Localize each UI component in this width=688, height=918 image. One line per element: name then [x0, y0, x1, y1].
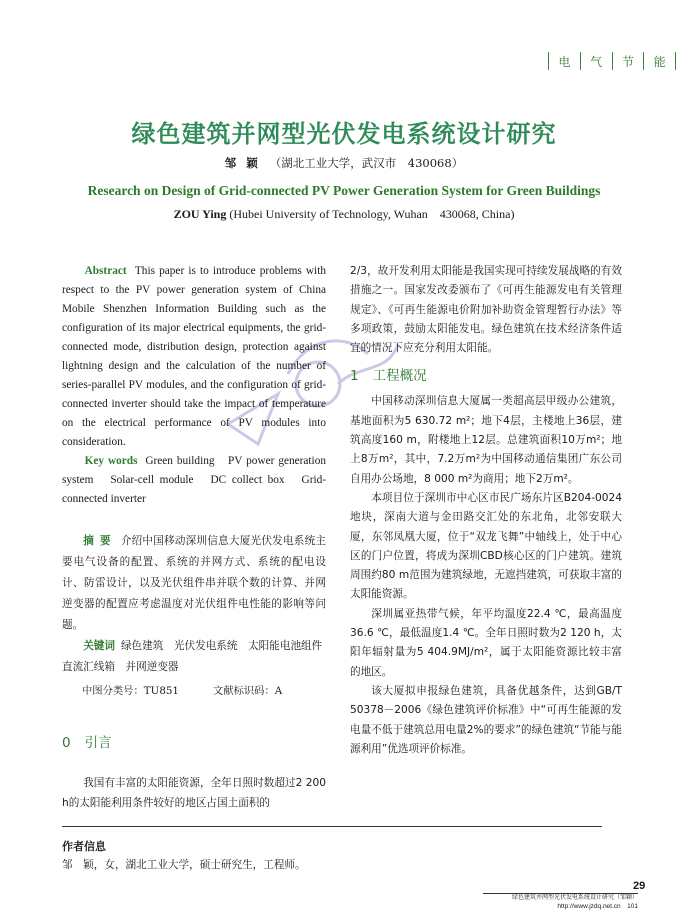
keywords-en — [62, 452, 326, 509]
keywords-cn-label: 关键词 — [83, 640, 115, 652]
author-name-en: ZOU Ying — [173, 207, 227, 221]
author-name-cn: 邹颖 — [224, 156, 268, 170]
abstract-cn-text: 介绍中国移动深圳信息大厦光伏发电系统主要电气设备的配置、系统的并网方式、系统的配电设计、防雷设计，以及光伏组件串并联个数的计算、并网逆变器的配置应考虑温度对光伏组件电性能的影响等问题。 — [62, 535, 327, 631]
section-title: 工程概况 — [372, 368, 427, 385]
section-number: 0 — [62, 735, 71, 751]
footnote-rule — [62, 826, 602, 827]
abstract-cn-label: 摘要 — [83, 535, 117, 547]
author-affiliation-cn: （湖北工业大学，武汉市 430068） — [269, 156, 464, 170]
section-tag: 节 — [613, 52, 645, 70]
author-affiliation-en: (Hubei University of Technology, Wuhan 430068, China) — [229, 207, 515, 221]
classification-line — [62, 682, 326, 697]
section-tag: 气 — [581, 52, 613, 70]
overview-paragraph-3: 深圳属亚热带气候，年平均温度22.4 ℃，最高温度36.6 ℃，最低温度1.4 ℃。全年日照时数为2 120 h，太阳年辐射量为5 404.9MJ/m²，属于太阳能资源比较丰富的地区。 — [350, 607, 622, 678]
footnote-text: 邹 颖，女，湖北工业大学，硕士研究生，工程师。 — [62, 859, 306, 871]
section-tag-bar — [548, 52, 676, 70]
paper-title-en: Research on Design of Grid-connected PV Power Generation System for Green Buildings — [87, 183, 601, 198]
clc-number: 中图分类号：TU851 — [82, 685, 179, 697]
intro-paragraph: 我国有丰富的太阳能资源，全年日照时数超过2 200 h的太阳能利用条件较好的地区占国土面积的 — [62, 777, 326, 809]
abstract-en-text: This paper is to introduce problems with respect to the PV power generation system of China Mobile Shenzhen Information Building such as the configuration of its major electrical equipments, the grid-connected mode, distribution design, protection against lightning design and the calculation of the number of series-parallel PV modules, and the configuration of grid-connected inverter should take the impact of temperature on the electrical performance of PV modules into consideration. — [62, 265, 326, 448]
keywords-cn-text: 绿色建筑 光伏发电系统 太阳能电池组件 直流汇线箱 并网逆变器 — [62, 640, 333, 673]
overview-paragraph-4: 该大厦拟申报绿色建筑，具备优越条件，达到GB/T 50378－2006《绿色建筑评价标准》中“可再生能源的发电量不低于建筑总用电量2%的要求”的绿色建筑“节能与能源利用”优选项评价标准。 — [350, 684, 622, 755]
section-1-heading — [350, 364, 622, 384]
overview-paragraph-2: 本项目位于深圳市中心区市民广场东片区B204-0024地块，深南大道与金田路交汇处的东北角，北邻安联大厦，东邻凤凰大厦，位于“双龙飞舞”中轴线上，处于中心区的门户位置，将成为深圳CBD核心区的门户建筑。建筑周围约80 m范围为建筑绿地，无遮挡建筑，可获取丰富的太阳能资源。 — [350, 491, 622, 601]
keywords-en-label: Key words — [84, 455, 138, 467]
author-line-cn — [0, 155, 688, 171]
running-title: 绿色建筑并网型光伏发电系统设计研究（邹颖） — [511, 894, 638, 901]
section-tag: 能 — [644, 52, 676, 70]
intro-paragraph-cont: 2/3，故开发利用太阳能是我国实现可持续发展战略的有效措施之一。国家发改委颁布了《可再生能源发电有关管理规定》、《可再生能源电价附加补助资金管理暂行办法》等多项政策，鼓励太阳能发电。绿色建筑在技术经济条件适宜的情况下应充分利用太阳能。 — [350, 265, 622, 355]
abstract-cn — [62, 531, 326, 636]
page-number: 29 — [633, 880, 646, 892]
section-0-heading — [62, 731, 326, 751]
right-column — [350, 262, 622, 759]
section-tag: 电 — [548, 52, 581, 70]
author-line-en — [0, 205, 688, 222]
section-number: 1 — [350, 368, 359, 385]
document-code: 文献标识码：A — [212, 685, 283, 697]
abstract-en-label: Abstract — [84, 265, 127, 277]
abstract-en — [62, 262, 326, 452]
overview-paragraph-1: 中国移动深圳信息大厦属一类超高层甲级办公建筑，基地面积为5 630.72 m²；地下4层，主楼地上36层，建筑高度160 m，附楼地上12层。总建筑面积10万m²；地上8万m²，其中，7.2万m²为中国移动通信集团广东公司自用办公场地，8 000 m²为商用；地下2万m²。 — [350, 395, 622, 485]
footnote-title: 作者信息 — [62, 840, 106, 853]
paper-title-cn: 绿色建筑并网型光伏发电系统设计研究 — [131, 120, 557, 148]
left-column — [62, 262, 333, 813]
footer-url: http://www.jzdq.net.cn 101 — [557, 903, 638, 910]
keywords-cn — [62, 636, 333, 678]
section-title: 引言 — [84, 735, 112, 751]
keywords-en-text: Green building PV power generation system Solar-cell module DC collect box Grid-connected inverter — [62, 455, 326, 505]
